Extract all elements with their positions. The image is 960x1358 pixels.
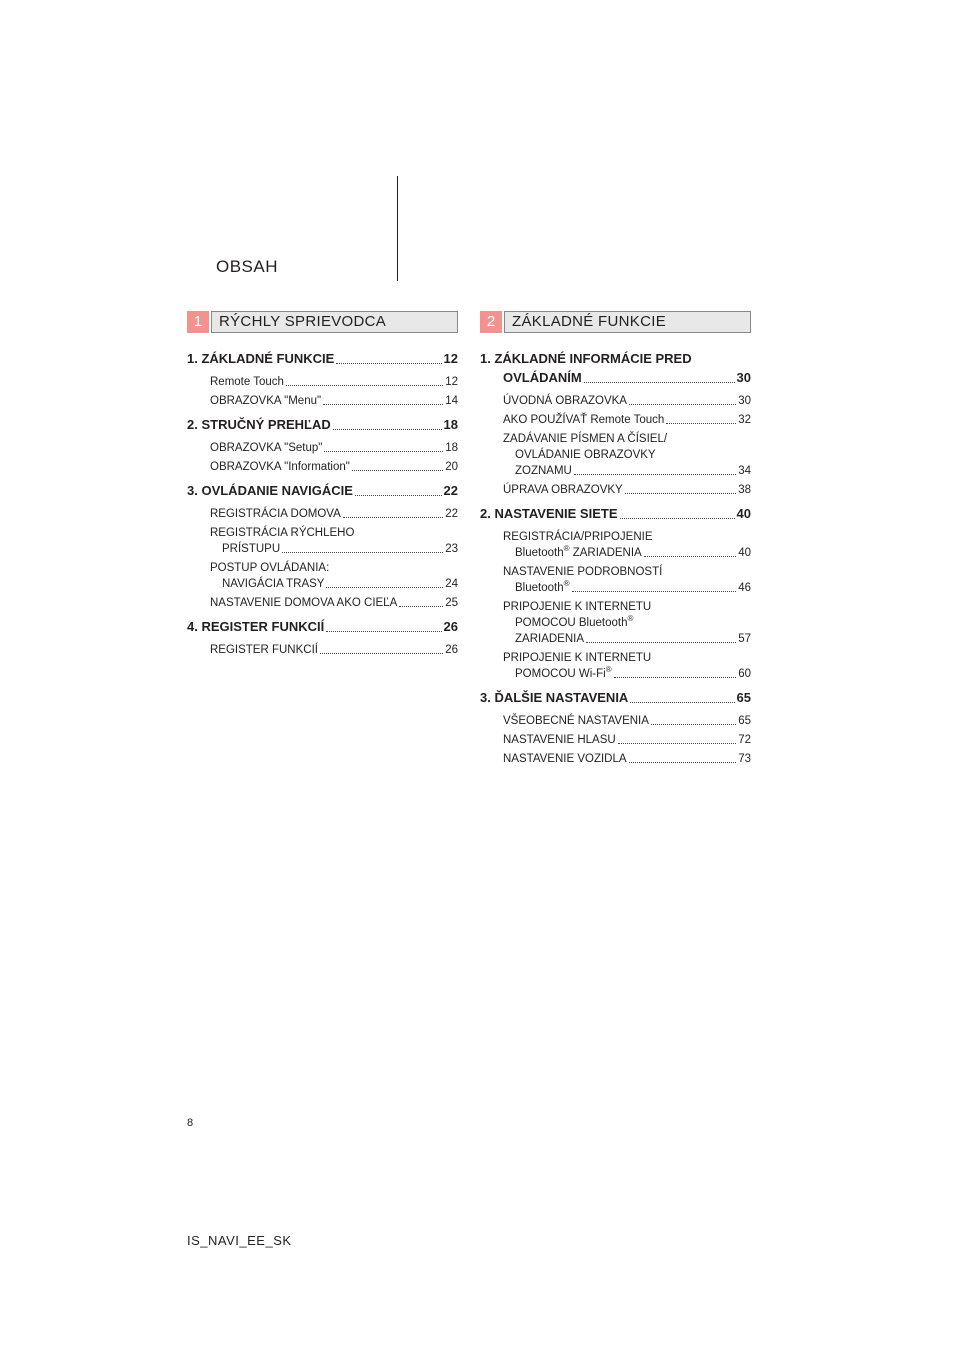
toc-item[interactable]: REGISTRÁCIA RÝCHLEHO PRÍSTUPU 23 <box>210 527 458 555</box>
section-header <box>480 311 751 333</box>
section-title: ZÁKLADNÉ FUNKCIE <box>504 311 751 333</box>
toc-item[interactable]: NASTAVENIE PODROBNOSTÍ Bluetooth® 46 <box>503 566 751 594</box>
page-title: OBSAH <box>216 257 279 276</box>
section-quick-guide <box>187 311 458 661</box>
toc-item[interactable]: NASTAVENIE DOMOVA AKO CIEĽA 25 <box>210 597 458 609</box>
section-number-badge: 1 <box>187 311 209 333</box>
toc-chapter[interactable]: 3. OVLÁDANIE NAVIGÁCIE 22 <box>187 483 458 498</box>
document-code: IS_NAVI_EE_SK <box>187 1233 292 1248</box>
toc-item[interactable]: OBRAZOVKA "Information" 20 <box>210 461 458 473</box>
header-divider <box>397 176 398 281</box>
toc-item[interactable]: PRIPOJENIE K INTERNETU POMOCOU Wi-Fi® 60 <box>503 652 751 680</box>
registered-mark: ® <box>563 579 570 589</box>
toc-item[interactable]: AKO POUŽÍVAŤ Remote Touch 32 <box>503 414 751 426</box>
toc-item[interactable]: REGISTRÁCIA DOMOVA 22 <box>210 508 458 520</box>
registered-mark: ® <box>563 544 570 554</box>
toc-item[interactable]: PRIPOJENIE K INTERNETU POMOCOU Bluetooth® ZARIADENIA 57 <box>503 601 751 645</box>
toc-item[interactable]: ÚVODNÁ OBRAZOVKA 30 <box>503 395 751 407</box>
registered-mark: ® <box>605 665 612 675</box>
toc-item[interactable]: ZADÁVANIE PÍSMEN A ČÍSIEL/ OVLÁDANIE OBRAZOVKY ZOZNAMU 34 <box>503 433 751 477</box>
section-number-badge: 2 <box>480 311 502 333</box>
toc-item[interactable]: Remote Touch 12 <box>210 376 458 388</box>
toc-item[interactable]: REGISTER FUNKCIÍ 26 <box>210 644 458 656</box>
toc-item[interactable]: OBRAZOVKA "Menu" 14 <box>210 395 458 407</box>
section-title: RÝCHLY SPRIEVODCA <box>211 311 458 333</box>
toc-item[interactable]: POSTUP OVLÁDANIA: NAVIGÁCIA TRASY 24 <box>210 562 458 590</box>
toc-chapter[interactable]: 2. STRUČNÝ PREHĽAD 18 <box>187 417 458 432</box>
toc-item[interactable]: REGISTRÁCIA/PRIPOJENIE Bluetooth® ZARIADENIA 40 <box>503 531 751 559</box>
toc-chapter[interactable]: 2. NASTAVENIE SIETE 40 <box>480 506 751 521</box>
section-basic-functions <box>480 311 751 770</box>
toc-item[interactable]: ÚPRAVA OBRAZOVKY 38 <box>503 484 751 496</box>
toc-chapter[interactable]: 3. ĎALŠIE NASTAVENIA 65 <box>480 690 751 705</box>
registered-mark: ® <box>627 614 634 624</box>
toc-chapter[interactable]: 1. ZÁKLADNÉ INFORMÁCIE PRED OVLÁDANÍM 30 <box>480 351 751 385</box>
toc-chapter[interactable]: 1. ZÁKLADNÉ FUNKCIE 12 <box>187 351 458 366</box>
toc-item[interactable]: VŠEOBECNÉ NASTAVENIA 65 <box>503 715 751 727</box>
toc-item[interactable]: OBRAZOVKA "Setup" 18 <box>210 442 458 454</box>
toc-item[interactable]: NASTAVENIE VOZIDLA 73 <box>503 753 751 765</box>
toc-item[interactable]: NASTAVENIE HLASU 72 <box>503 734 751 746</box>
page-number: 8 <box>187 1117 194 1129</box>
section-header <box>187 311 458 333</box>
toc-chapter[interactable]: 4. REGISTER FUNKCIÍ 26 <box>187 619 458 634</box>
